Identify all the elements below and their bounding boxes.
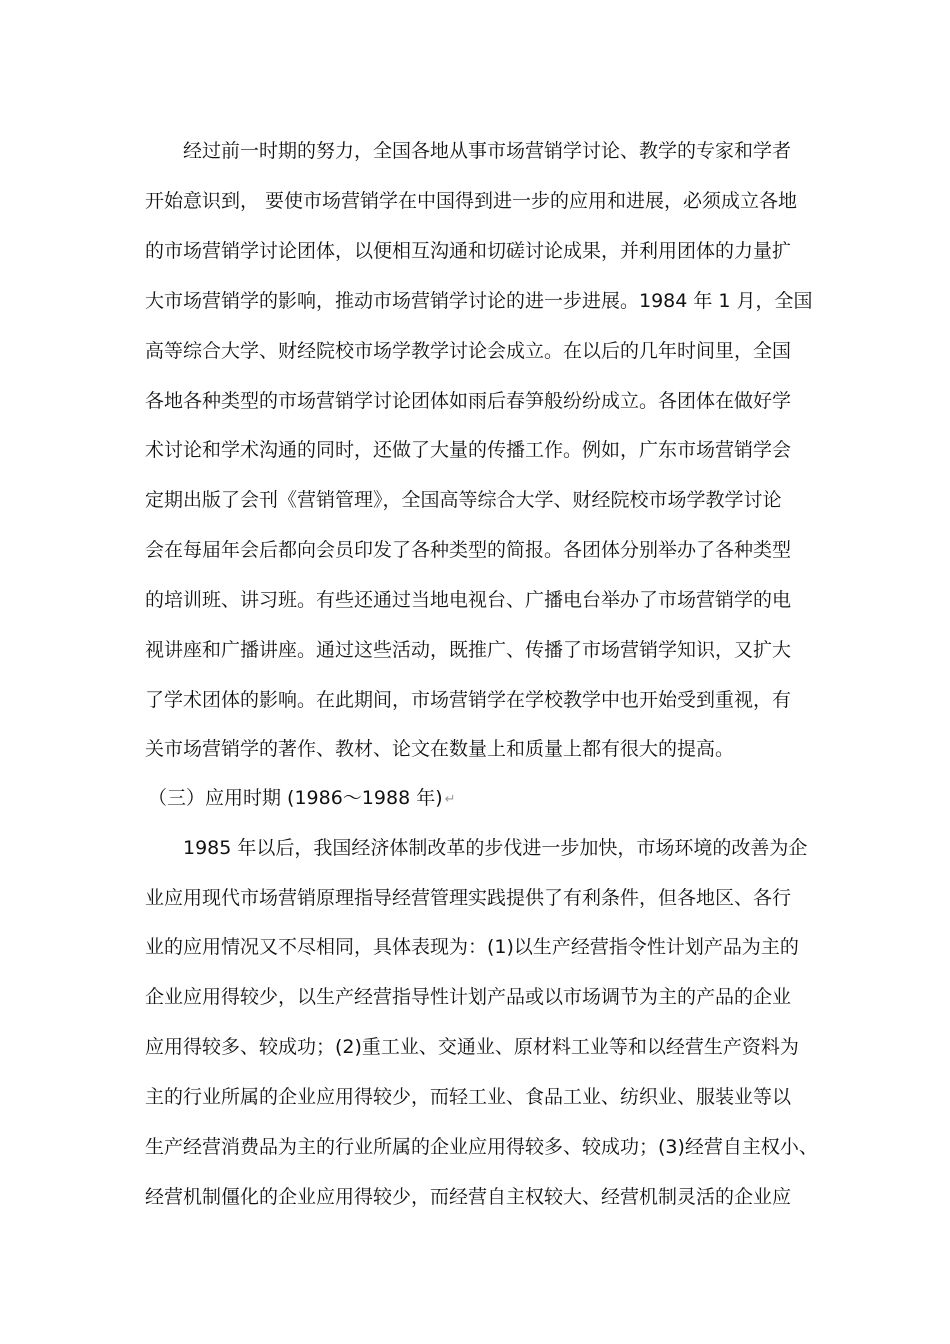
paragraph-1-line-9: 会在每届年会后都向会员印发了各种类型的简报。各团体分别举办了各种类型 (145, 539, 792, 561)
section-heading (148, 786, 456, 812)
paragraph-1-line-3: 的市场营销学讨论团体，以便相互沟通和切磋讨论成果，并利用团体的力量扩 (145, 240, 792, 262)
paragraph-2-line-2: 业应用现代市场营销原理指导经营管理实践提供了有利条件，但各地区、各行 (145, 887, 792, 909)
paragraph-1-line-7: 术讨论和学术沟通的同时，还做了大量的传播工作。例如，广东市场营销学会 (145, 439, 792, 461)
paragraph-2-line-3: 业的应用情况又不尽相同，具体表现为：(1)以生产经营指令性计划产品为主的 (145, 936, 799, 958)
paragraph-1-line-8: 定期出版了会刊《营销管理》，全国高等综合大学、财经院校市场学教学讨论 (145, 489, 782, 511)
paragraph-2-line-6: 主的行业所属的企业应用得较少，而轻工业、食品工业、纺织业、服装业等以 (145, 1086, 792, 1108)
paragraph-mark-icon: ↵ (444, 792, 456, 807)
paragraph-1-line-12: 了学术团体的影响。在此期间，市场营销学在学校教学中也开始受到重视，有 (145, 689, 792, 711)
paragraph-1-line-11: 视讲座和广播讲座。通过这些活动，既推广、传播了市场营销学知识，又扩大 (145, 639, 792, 661)
paragraph-2-line-1: 1985 年以后，我国经济体制改革的步伐进一步加快，市场环境的改善为企 (183, 837, 808, 859)
paragraph-1-line-4: 大市场营销学的影响，推动市场营销学讨论的进一步进展。1984 年 1 月，全国 (145, 290, 813, 312)
paragraph-2-line-8: 经营机制僵化的企业应用得较少，而经营自主权较大、经营机制灵活的企业应 (145, 1186, 792, 1208)
paragraph-1-line-6: 各地各种类型的市场营销学讨论团体如雨后春笋般纷纷成立。各团体在做好学 (145, 390, 792, 412)
paragraph-2-line-4: 企业应用得较少，以生产经营指导性计划产品或以市场调节为主的产品的企业 (145, 986, 792, 1008)
paragraph-2-line-5: 应用得较多、较成功；(2)重工业、交通业、原材料工业等和以经营生产资料为 (145, 1036, 799, 1058)
paragraph-1-line-1: 经过前一时期的努力，全国各地从事市场营销学讨论、教学的专家和学者 (183, 140, 792, 162)
paragraph-1-line-13: 关市场营销学的著作、教材、论文在数量上和质量上都有很大的提高。 (145, 738, 735, 760)
paragraph-1-line-5: 高等综合大学、财经院校市场学教学讨论会成立。在以后的几年时间里，全国 (145, 340, 792, 362)
paragraph-1-line-10: 的培训班、讲习班。有些还通过当地电视台、广播电台举办了市场营销学的电 (145, 589, 792, 611)
section-heading-text: （三）应用时期 (1986～1988 年) (148, 787, 443, 809)
paragraph-1-line-2: 开始意识到， 要使市场营销学在中国得到进一步的应用和进展，必须成立各地 (145, 190, 798, 212)
paragraph-2-line-7: 生产经营消费品为主的行业所属的企业应用得较多、较成功；(3)经营自主权小、 (145, 1136, 818, 1158)
